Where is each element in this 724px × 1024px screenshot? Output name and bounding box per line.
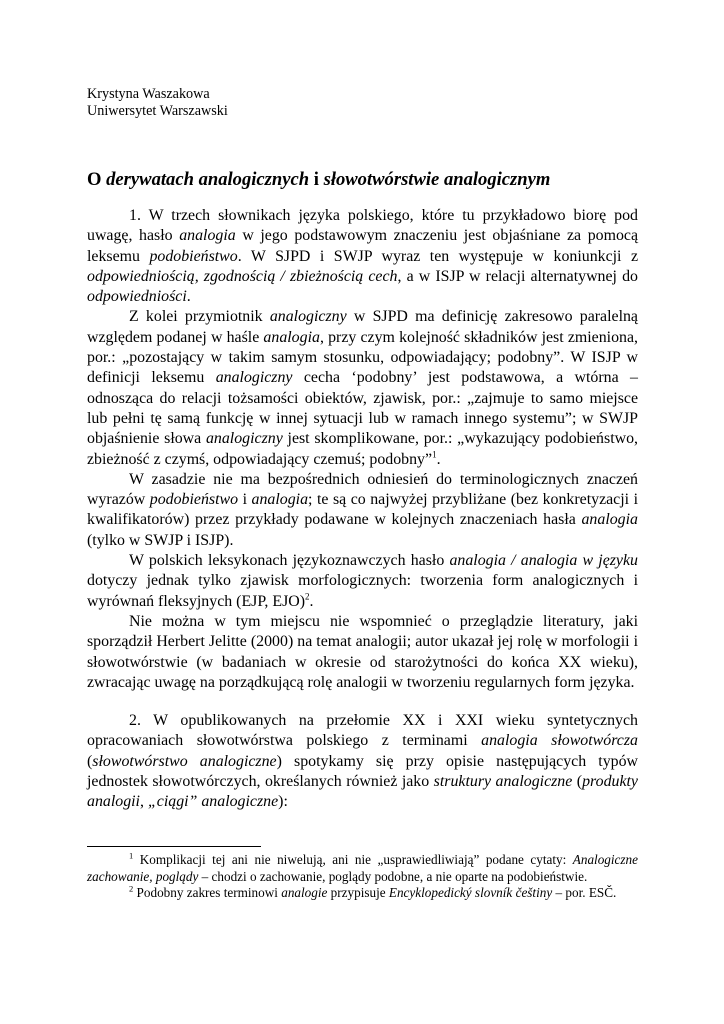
title-italic: słowotwórstwie analogicznym [323,169,551,190]
title-text: i [309,169,324,190]
author-block [87,86,228,120]
text-run: , a w ISJP w relacji alternatywnej do [397,267,638,285]
footnote-separator [87,846,261,847]
text-run: w jego podstawowym znaczeniu jest objaśniane za pomocą leksemu [87,227,638,265]
italic-run: analogia słowotwórcza [481,732,638,750]
text-run: ; te są co najwyżej przybliżane (bez konkretyzacji i kwalifikatorów) przez przykłady podawane w kolejnych znaczeniach hasła [87,491,638,529]
italic-run: analogiczny [215,369,293,387]
text-run: dotyczy jednak tylko zjawisk morfologicznych: tworzenia form analogicznych i wyrównań fleksyjnych (EJP, EJO) [87,572,638,610]
text-run: . [186,288,191,306]
footnote-2 [87,885,638,902]
text-run: W zasadzie nie ma bezpośrednich odniesień do terminologicznych znaczeń wyrazów [87,470,638,509]
italic-run: analogia / analogia w języku [449,552,638,570]
text-run: Z kolei przymiotnik [129,308,270,326]
italic-run: analogiczny [205,430,283,448]
text-run: , [139,793,148,811]
italic-run: analogia [263,328,320,346]
text-run: 2. W opublikowanych na przełomie XX i XXI wieku syntetycznych opracowaniach słowotwórstwa polskiego z terminami [87,712,638,750]
footnote-1 [87,852,638,885]
italic-run: podobieństwo [149,491,239,509]
italic-run: słowotwórstwo analogiczne [92,752,277,770]
footnote-ref-1[interactable]: 1 [432,449,437,460]
italic-run: Encyklopedický slovník češtiny [388,885,553,900]
italic-run: odpowiedniości [87,288,187,306]
italic-run: analogiczny [269,308,347,326]
text-run: W polskich leksykonach językoznawczych hasło [129,552,450,570]
body-text [87,206,638,813]
footnotes [87,852,638,902]
text-run: ) spotykamy się przy opisie następujących typów jednostek słowotwórczych, określanych również jako [87,752,639,791]
paragraph-2 [87,307,638,469]
text-run: jest skomplikowane, por.: „wykazujący podobieństwo, zbieżność z czymś, odpowiadający czemuś; podobny” [87,430,638,468]
author-affiliation: Uniwersytet Warszawski [87,103,228,119]
italic-run: podobieństwo [149,247,238,265]
paragraph-3 [87,470,638,551]
italic-run: analogie [281,885,328,900]
paragraph-4 [87,551,638,612]
italic-run: „ciągi” analogiczne [147,793,279,811]
text-run: – por. ESČ. [552,885,617,900]
paper-title [87,169,647,191]
text-run: . W SJPD i SWJP wyraz ten występuje w koniunkcji z [237,247,638,265]
paragraph-1 [87,206,638,307]
text-run: Podobny zakres terminowi [133,885,282,900]
text-run: Nie można w tym miejscu nie wspomnieć o przeglądzie literatury, jaki sporządził Herbert Jelitte (2000) na temat analogii; autor ukazał jej rolę w morfologii i słowotwórstwie (w badaniach w okresie od starożytności do końca XX wieku), zwracając uwagę na porządkującą rolę analogii w tworzeniu regularnych form języka. [87,612,638,691]
author-name: Krystyna Waszakowa [87,86,210,102]
text-run: w SJPD ma definicję zakresowo paralelną względem podanej w haśle [87,308,638,346]
italic-run: Analogiczne zachowanie, poglądy [87,852,638,884]
italic-run: struktury analogiczne [433,773,573,791]
text-run: (tylko w SWJP i ISJP). [87,531,234,549]
footnote-number: 2 [129,883,134,894]
text-run: przypisuje [327,885,389,900]
italic-run: odpowiedniością, zgodnością / zbieżnością cech [87,267,398,285]
text-run: . [309,592,314,610]
text-run: Komplikacji tej ani nie niwelują, ani nie „usprawiedliwiają” podane cytaty: [133,852,573,867]
text-run: . [436,450,441,468]
text-run: i [238,491,252,509]
footnote-number: 1 [129,850,134,861]
italic-run: analogia [251,491,309,509]
paragraph-5 [87,612,638,693]
text-run: cecha ‘podobny’ jest podstawowa, a wtórna – odnosząca do relacji tożsamości obiektów, zjawisk, por.: „zajmuje to samo miejsce lub pełni tę samą funkcję w innej sytuacji lub w ramach innego systemu”; w SWJP objaśnienie słowa [87,369,638,448]
text-run: 1. W trzech słownikach języka polskiego, które tu przykładowo biorę pod uwagę, hasło [87,207,638,245]
text-run: ): [278,793,288,811]
title-text: O [87,169,107,190]
text-run: – chodzi o zachowanie, poglądy podobne, a nie oparte na podobieństwie. [198,868,588,884]
footnote-ref-2[interactable]: 2 [305,591,310,602]
text-run: ( [87,752,93,770]
text-run: , przy czym kolejność składników jest zmieniona, por.: „pozostający w takim samym stosunku, odpowiadający; podobny”. W ISJP w definicji leksemu [87,328,638,387]
paragraph-6 [87,711,638,812]
italic-run: analogia [179,227,236,245]
italic-run: analogia [581,511,638,529]
italic-run: produkty analogii [87,773,638,811]
text-run: ( [572,773,583,791]
title-italic: derywatach analogicznych [106,169,310,190]
